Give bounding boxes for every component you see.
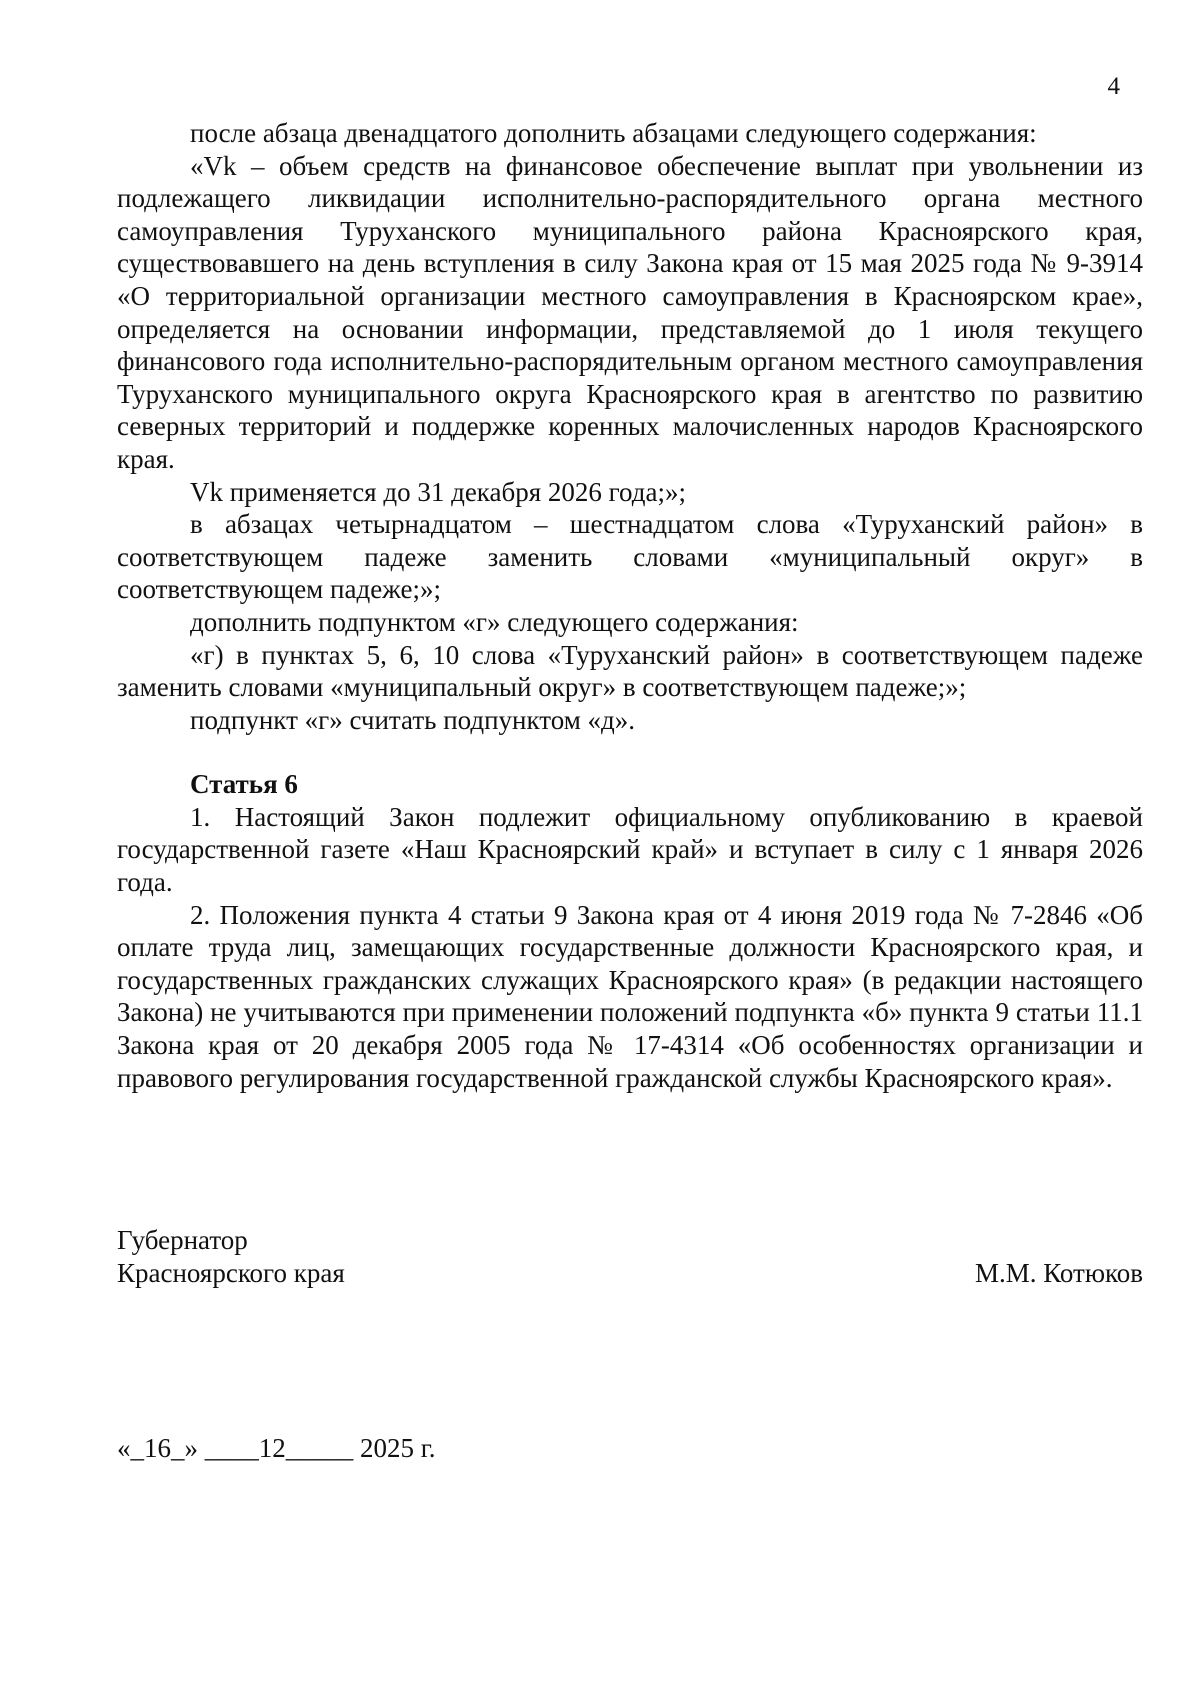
paragraph-vk-term: Vk применяется до 31 декабря 2026 года;»; — [190, 476, 687, 507]
paragraph-vk-definition: «Vk – объем средств на финансовое обеспечение выплат при увольнении из подлежащего ликвидации исполнительно-распорядительного органа местного самоуправления Туруханского муниципального района Красноярского края, существовавшего на день вступления в силу Закона края от 15 мая 2025 года № 9-3914 «О территориальной организации местного самоуправления в Красноярском крае», определяется на основании информации, представляемой до 1 июля текущего финансового года исполнительно-распорядительным органом местного самоуправления Туруханского муниципального округа Красноярского края в агентство по развитию северных территорий и поддержке коренных малочисленных народов Красноярского края. — [117, 150, 1143, 474]
article-paragraph-2: 2. Положения пункта 4 статьи 9 Закона края от 4 июня 2019 года № 7-2846 «Об оплате труда лиц, замещающих государственные должности Красноярского края, и государственных гражданских служащих Красноярского края» (в редакции настоящего Закона) не учитываются при применении положений подпункта «б» пункта 9 статьи 11.1 Закона края от 20 декабря 2005 года № 17-4314 «Об особенностях организации и правового регулирования государственной гражданской службы Красноярского края». — [117, 899, 1143, 1093]
signatory-name: М.М. Котюков — [974, 1257, 1143, 1288]
document-body — [117, 117, 1143, 1094]
signatory-position: Губернатор — [117, 1225, 248, 1255]
page-number: 4 — [1107, 73, 1120, 100]
article-paragraph-1: 1. Настоящий Закон подлежит официальному опубликованию в краевой государственной газете «Наш Красноярский край» и вступает в силу с 1 января 2026 года. — [117, 801, 1143, 898]
paragraph-rename-subitem: подпункт «г» считать подпунктом «д». — [190, 704, 636, 735]
paragraph-amend-intro: после абзаца двенадцатого дополнить абзацами следующего содержания: — [190, 118, 1037, 148]
paragraph-add-subitem: дополнить подпунктом «г» следующего содержания: — [190, 606, 799, 637]
paragraph-subitem-g: «г) в пунктах 5, 6, 10 слова «Туруханский район» в соответствующем падеже заменить словами «муниципальный округ» в соответствующем падеже;»; — [117, 639, 1143, 703]
article-title: Статья 6 — [190, 769, 298, 800]
paragraph-replace-words: в абзацах четырнадцатом – шестнадцатом слова «Туруханский район» в соответствующем падеже заменить словами «муниципальный округ» в соответствующем падеже;»; — [117, 509, 1143, 605]
signature-block — [117, 1224, 1143, 1289]
signatory-region: Красноярского края — [117, 1257, 345, 1288]
signing-date: «_16_» ____12_____ 2025 г. — [117, 1433, 436, 1463]
